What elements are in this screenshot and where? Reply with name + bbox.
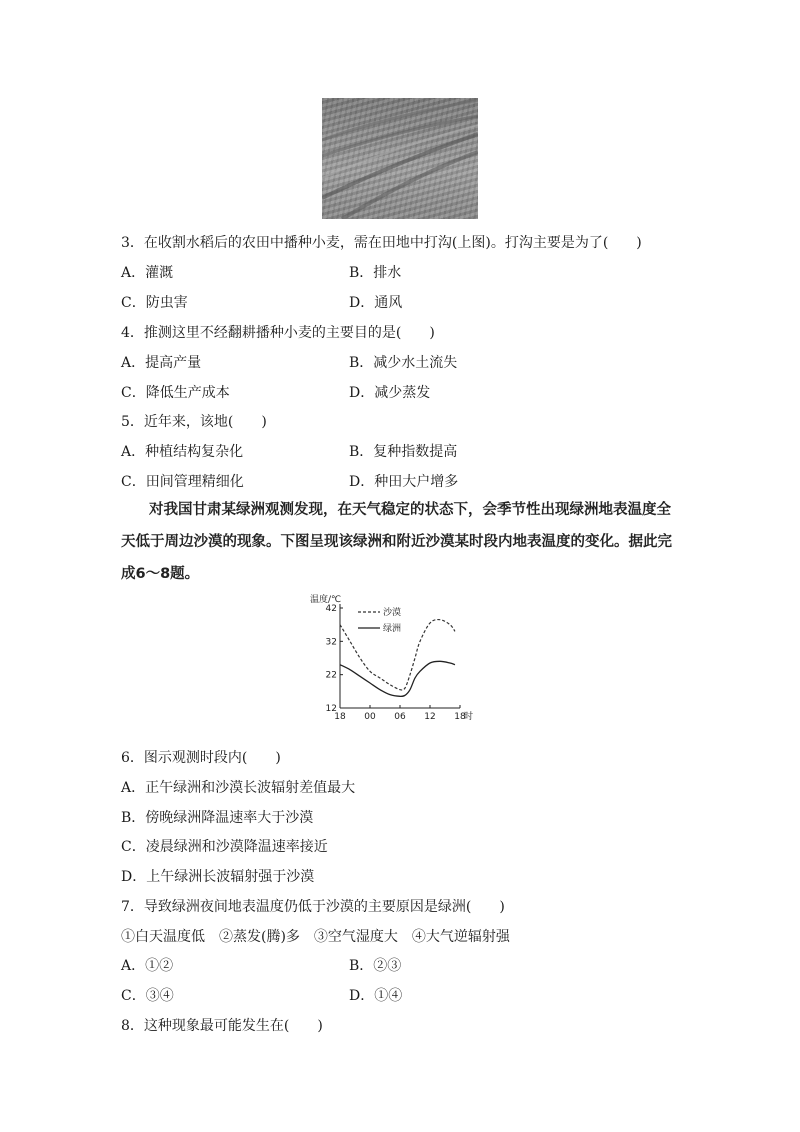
q5-option-c: C．田间管理精细化 [121,474,244,490]
legend-oasis-label: 绿洲 [383,624,402,634]
q4-stem: 4．推测这里不经翻耕播种小麦的主要目的是( ) [121,325,435,341]
q3-option-d: D．通风 [349,295,403,311]
q3-option-c: C．防虫害 [121,295,188,311]
q6-stem: 6．图示观测时段内( ) [121,750,281,766]
reading-passage: 对我国甘肃某绿洲观测发现，在天气稳定的状态下，会季节性出现绿洲地表温度全天低于周边沙漠的现象。下图呈现该绿洲和附近沙漠某时段内地表温度的变化。据此完成6～8题。 [121,502,672,582]
y-tick-label: 12 [325,704,337,714]
chart-xlabel: 时 [464,712,474,722]
q8-stem: 8．这种现象最可能发生在( ) [121,1018,323,1034]
x-tick-label: 00 [364,712,376,722]
q5-stem: 5．近年来，该地( ) [121,414,267,430]
q7-statements: ①白天温度低 ②蒸发(腾)多 ③空气湿度大 ④大气逆辐射强 [121,929,510,945]
q5-option-b: B．复种指数提高 [349,444,458,460]
y-tick-label: 22 [325,670,337,681]
q3-option-a: A．灌溉 [121,265,174,281]
q3-stem: 3．在收割水稻后的农田中播种小麦，需在田地中打沟(上图)。打沟主要是为了( ) [121,235,642,251]
temperature-chart [306,592,486,722]
q4-option-d: D．减少蒸发 [349,385,431,401]
q6-option-c: C．凌晨绿洲和沙漠降温速率接近 [121,839,328,855]
q6-option-b: B．傍晚绿洲降温速率大于沙漠 [121,810,314,826]
q7-option-d: D．①④ [349,988,403,1004]
q6-option-d: D．上午绿洲长波辐射强于沙漠 [121,869,315,885]
q7-stem: 7．导致绿洲夜间地表温度仍低于沙漠的主要原因是绿洲( ) [121,899,505,915]
x-tick-label: 12 [424,712,436,722]
q4-option-a: A．提高产量 [121,355,202,371]
q6-option-a: A．正午绿洲和沙漠长波辐射差值最大 [121,780,356,796]
q4-option-c: C．降低生产成本 [121,385,230,401]
q3-option-b: B．排水 [349,265,402,281]
x-tick-label: 18 [454,712,466,722]
q5-option-d: D．种田大户增多 [349,474,459,490]
field-photo [322,98,478,219]
x-tick-label: 06 [394,712,406,722]
q7-option-c: C．③④ [121,988,174,1004]
x-tick-label: 18 [334,712,346,722]
q7-option-b: B．②③ [349,958,402,974]
q5-option-a: A．种植结构复杂化 [121,444,244,460]
legend-desert-label: 沙漠 [383,608,402,618]
y-tick-label: 32 [325,637,337,648]
chart-ylabel: 温度/℃ [310,595,342,605]
y-tick-label: 42 [325,604,337,614]
q4-option-b: B．减少水土流失 [349,355,458,371]
q7-option-a: A．①② [121,958,174,974]
oasis-series-line [340,661,455,696]
